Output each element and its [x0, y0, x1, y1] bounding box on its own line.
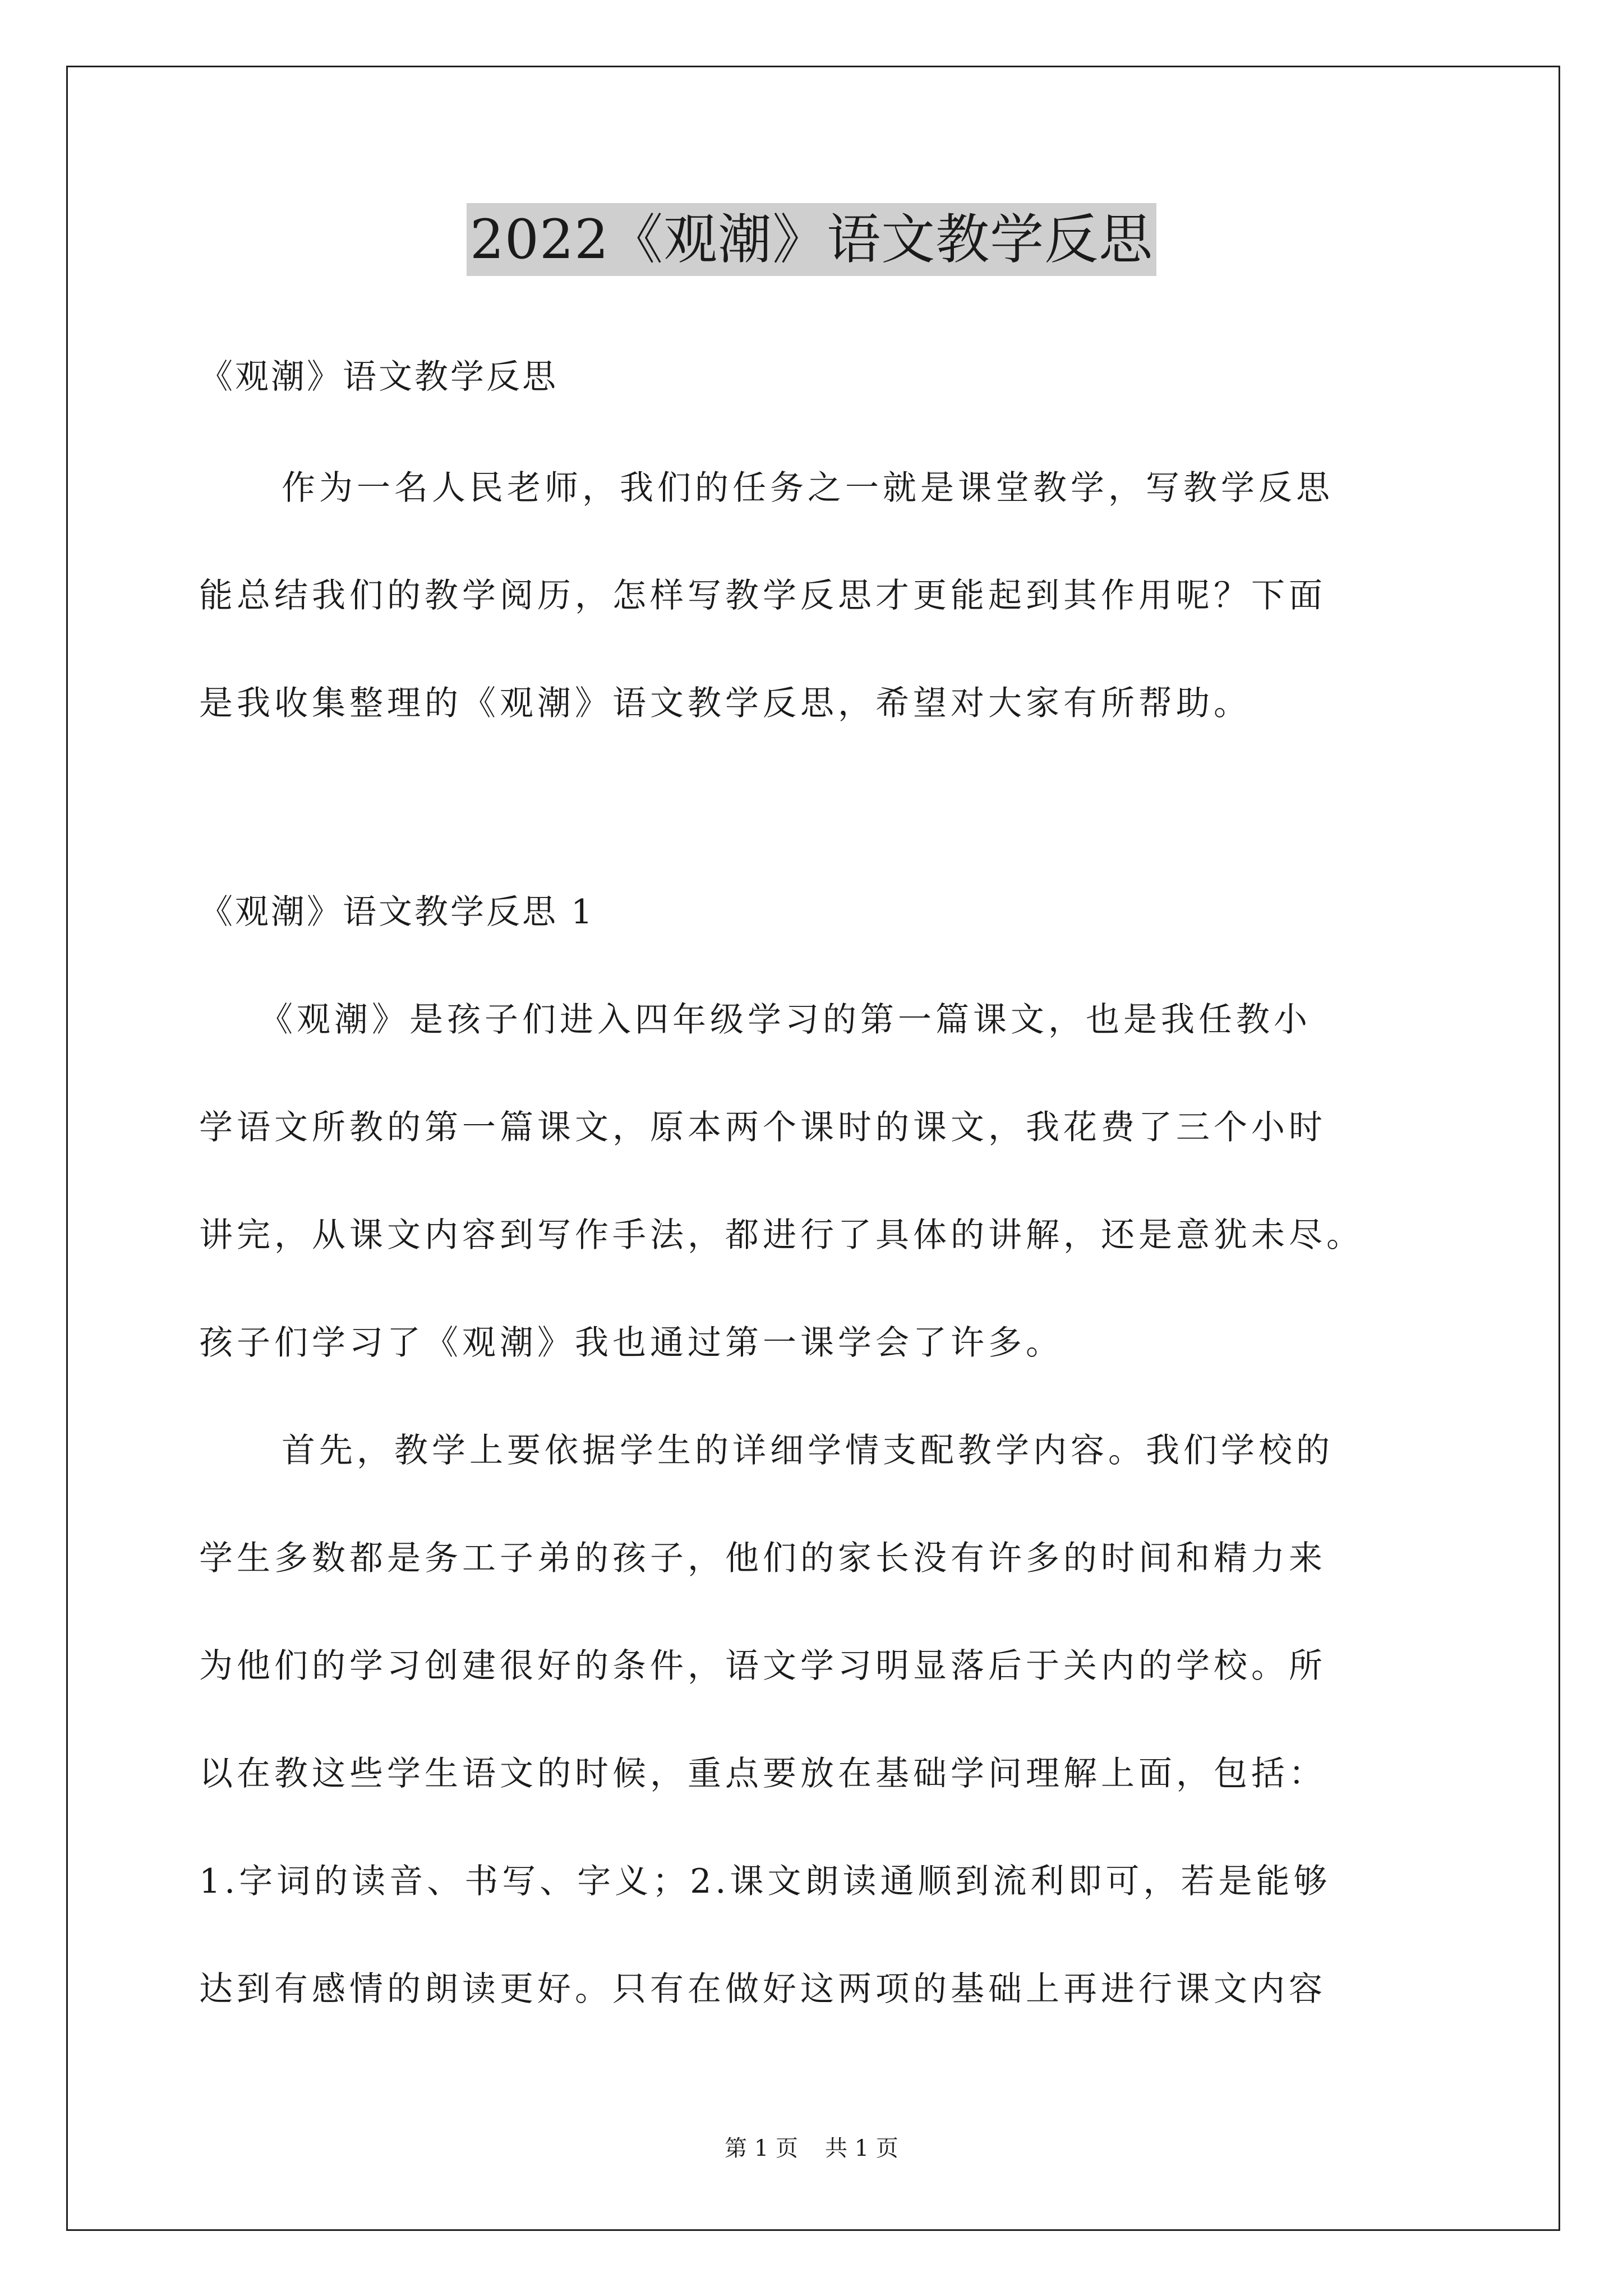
- intro-line: 能总结我们的教学阅历，怎样写教学反思才更能起到其作用呢？下面: [199, 576, 1326, 615]
- paragraph-line: 学语文所教的第一篇课文，原本两个课时的课文，我花费了三个小时: [199, 1108, 1326, 1147]
- page-number-current: 第 1 页: [725, 2136, 798, 2161]
- paragraph-line: 孩子们学习了《观潮》我也通过第一课学会了许多。: [199, 1323, 1063, 1363]
- title-container: [0, 203, 1623, 276]
- paragraph-line: 学生多数都是务工子弟的孩子，他们的家长没有许多的时间和精力来: [199, 1539, 1326, 1578]
- section-heading: 《观潮》语文教学反思 1: [199, 892, 595, 932]
- document-title: 2022《观潮》语文教学反思: [467, 203, 1156, 276]
- paragraph-line: 以在教这些学生语文的时候，重点要放在基础学问理解上面，包括：: [199, 1754, 1326, 1793]
- paragraph-line: 1.字词的读音、书写、字义；2.课文朗读通顺到流利即可，若是能够: [199, 1862, 1331, 1901]
- paragraph-line: 讲完，从课文内容到写作手法，都进行了具体的讲解，还是意犹未尽。: [199, 1216, 1364, 1255]
- page-number-total: 共 1 页: [825, 2136, 898, 2161]
- paragraph-line: 《观潮》是孩子们进入四年级学习的第一篇课文，也是我任教小: [259, 1000, 1311, 1039]
- intro-line: 是我收集整理的《观潮》语文教学反思，希望对大家有所帮助。: [199, 684, 1251, 723]
- intro-line: 作为一名人民老师，我们的任务之一就是课堂教学，写教学反思: [282, 468, 1334, 508]
- paragraph-line: 达到有感情的朗读更好。只有在做好这两项的基础上再进行课文内容: [199, 1970, 1326, 2009]
- paragraph-line: 为他们的学习创建很好的条件，语文学习明显落后于关内的学校。所: [199, 1646, 1326, 1686]
- document-subtitle: 《观潮》语文教学反思: [199, 357, 558, 397]
- paragraph-line: 首先，教学上要依据学生的详细学情支配教学内容。我们学校的: [282, 1431, 1334, 1470]
- page-footer: [0, 2133, 1623, 2164]
